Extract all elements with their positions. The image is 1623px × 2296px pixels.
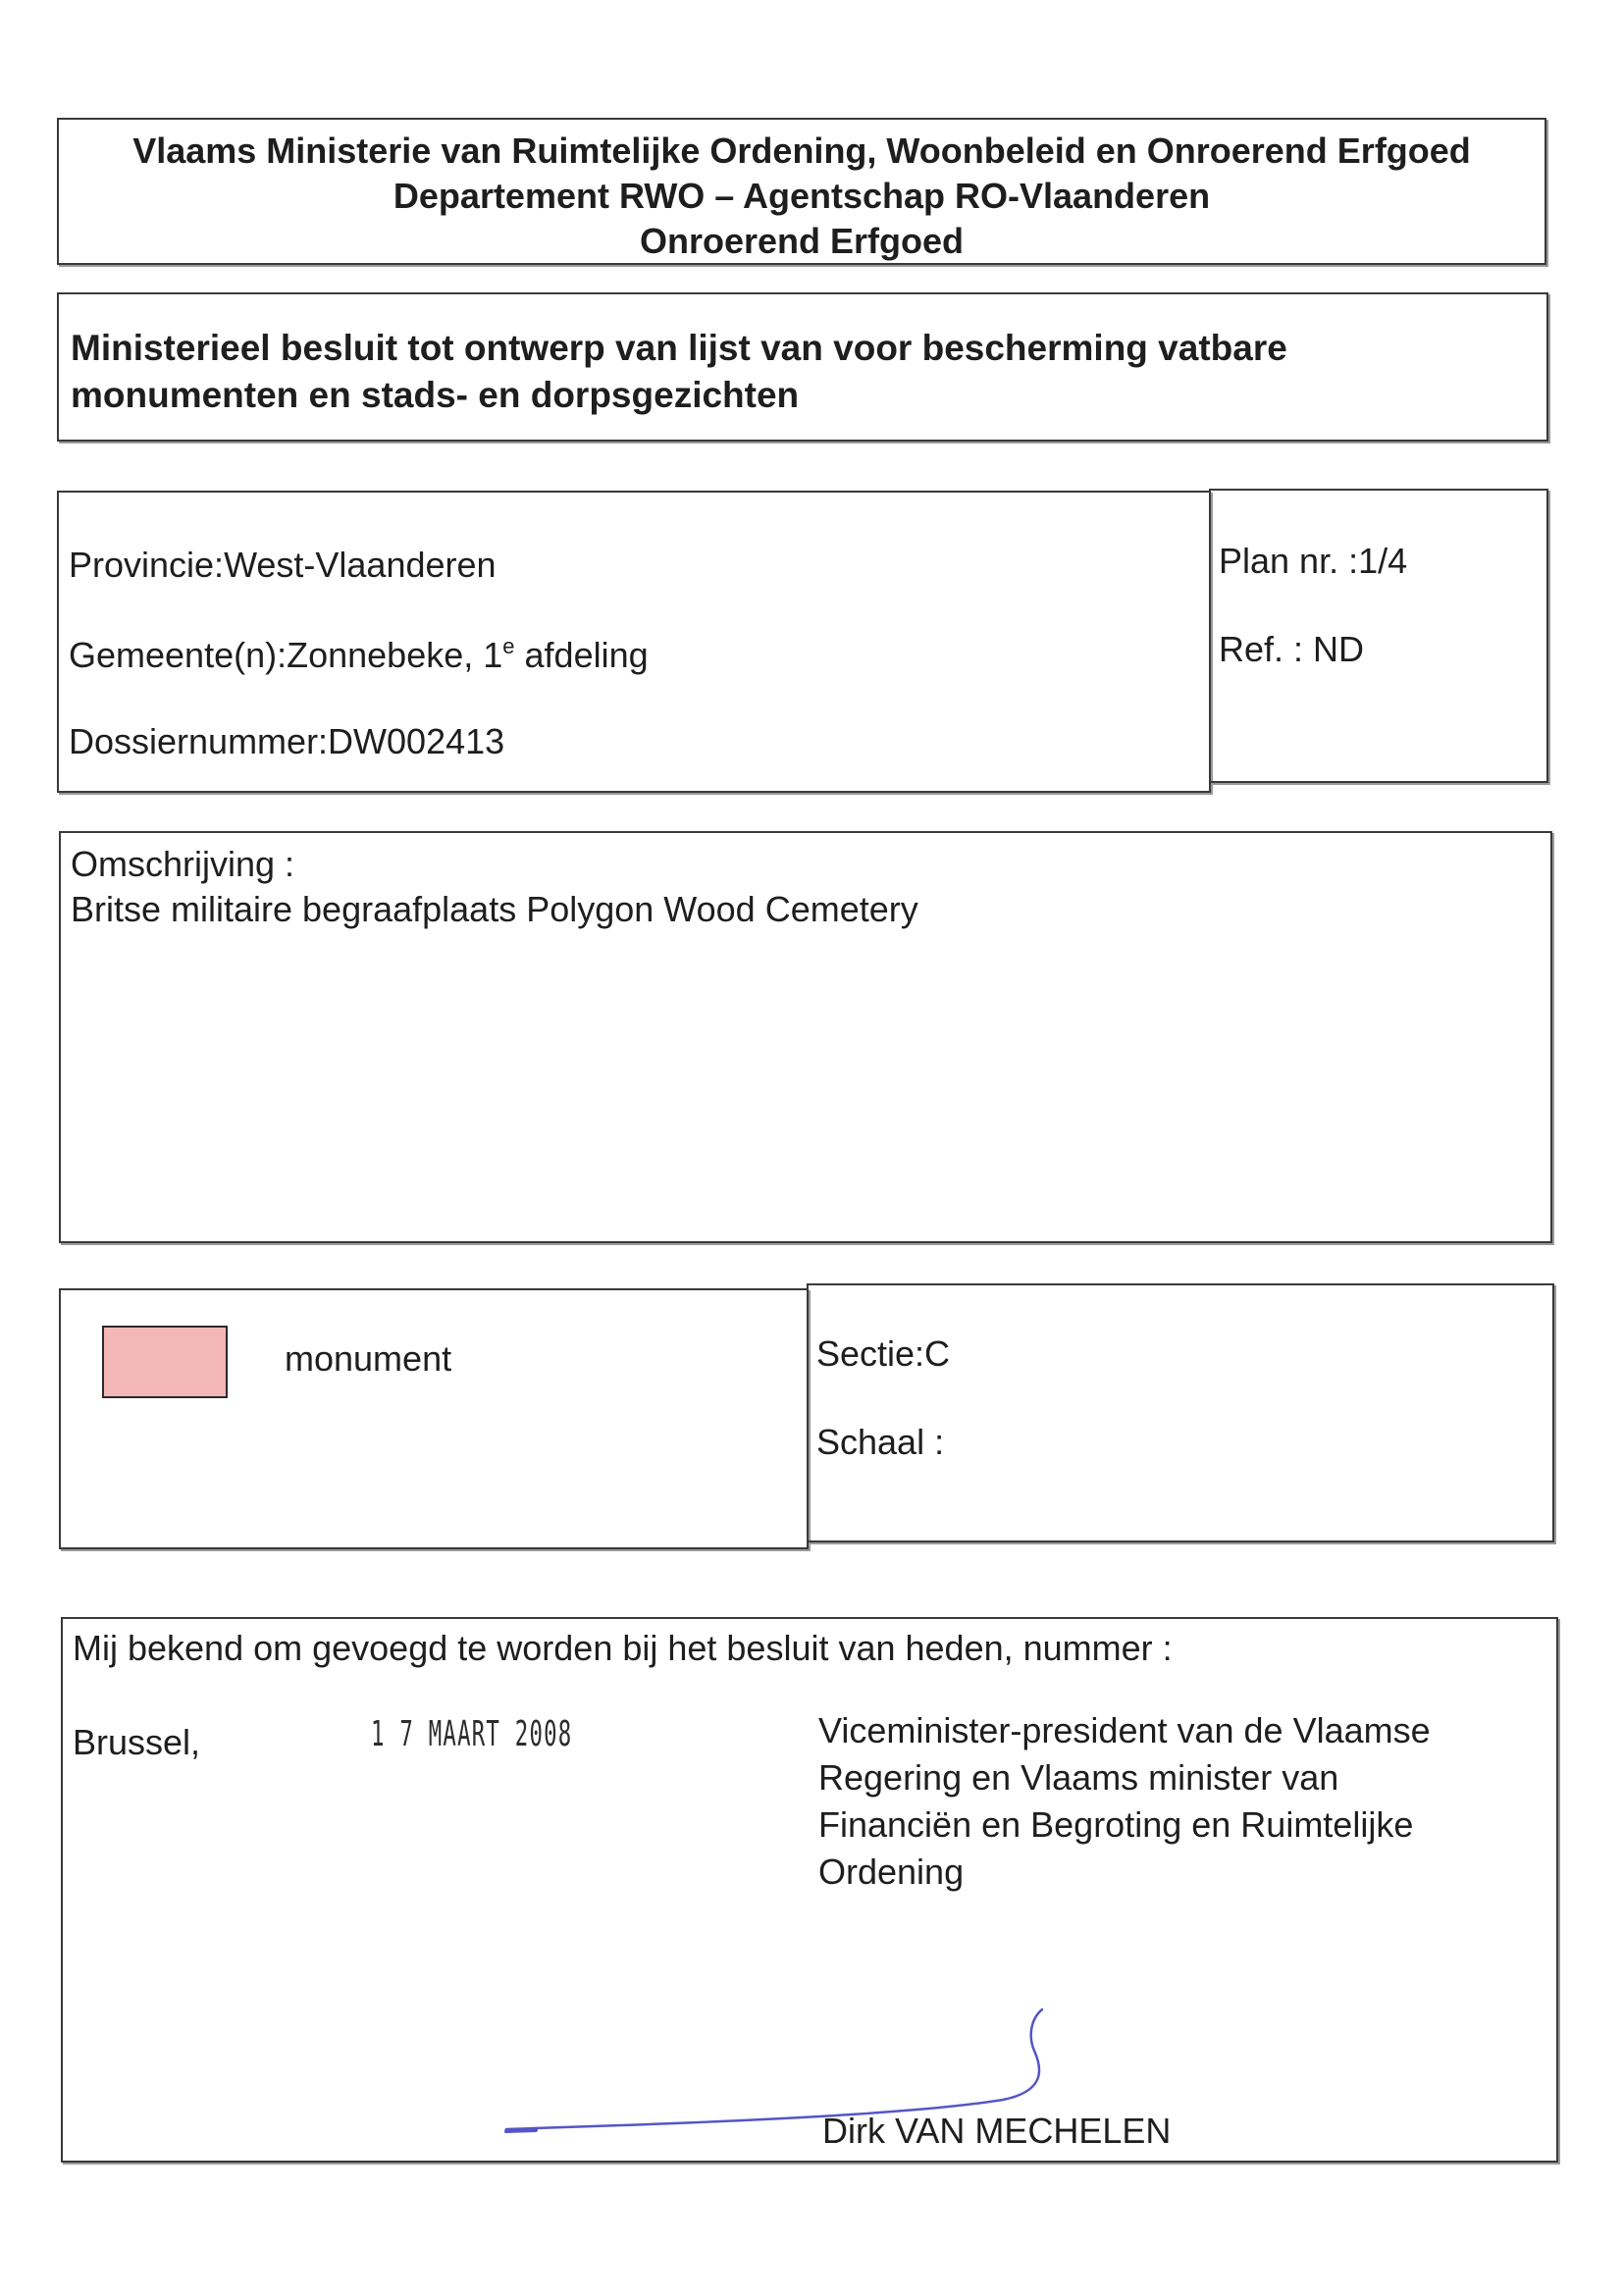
- description-box: [59, 831, 1552, 1243]
- decree-title-box: [57, 292, 1548, 442]
- decree-title-line2: monumenten en stads- en dorpsgezichten: [71, 375, 800, 415]
- minister-title-line3: Financiën en Begroting en Ruimtelijke: [818, 1804, 1414, 1845]
- date-stamp: 1 7 MAART 2008: [371, 1714, 573, 1754]
- province-field: Provincie:West-Vlaanderen: [69, 545, 497, 585]
- municipality-field: [69, 636, 649, 673]
- scale-field: Schaal :: [816, 1422, 945, 1462]
- decree-title-line1: Ministerieel besluit tot ontwerp van lijst van voor bescherming vatbare: [71, 328, 1287, 368]
- header-box: [57, 118, 1546, 265]
- municipality-superscript: e: [502, 634, 515, 658]
- handwritten-signature: [63, 1619, 1560, 2165]
- department-name: Departement RWO – Agentschap RO-Vlaanderen: [393, 176, 1211, 216]
- minister-title-line4: Ordening: [818, 1852, 965, 1892]
- place-field: Brussel,: [73, 1722, 201, 1762]
- minister-title-line1: Viceminister-president van de Vlaamse: [818, 1710, 1431, 1750]
- plan-number-field: Plan nr. :1/4: [1219, 541, 1408, 581]
- description-text: Britse militaire begraafplaats Polygon Wood Cemetery: [71, 889, 918, 929]
- section-box: [807, 1283, 1554, 1542]
- signatory-name: Dirk VAN MECHELEN: [822, 2111, 1172, 2151]
- monument-color-swatch: [102, 1326, 228, 1398]
- section-field: Sectie:C: [816, 1333, 951, 1374]
- description-label: Omschrijving :: [71, 844, 295, 884]
- dossier-number-field: Dossiernummer:DW002413: [69, 721, 505, 761]
- municipality-prefix: Gemeente(n):Zonnebeke, 1: [69, 635, 503, 675]
- legend-label: monument: [285, 1338, 452, 1379]
- agency-name: Onroerend Erfgoed: [639, 221, 965, 261]
- plan-box: [1209, 489, 1548, 783]
- minister-title-line2: Regering en Vlaams minister van: [818, 1757, 1339, 1798]
- acknowledgement-text: Mij bekend om gevoegd te worden bij het besluit van heden, nummer :: [73, 1628, 1173, 1668]
- legend-box: [59, 1288, 809, 1549]
- municipality-suffix: afdeling: [514, 635, 649, 675]
- reference-field: Ref. : ND: [1219, 629, 1365, 669]
- location-box: [57, 491, 1211, 793]
- signature-box: [61, 1617, 1558, 2163]
- ministry-name: Vlaams Ministerie van Ruimtelijke Ordening, Woonbeleid en Onroerend Erfgoed: [132, 130, 1471, 171]
